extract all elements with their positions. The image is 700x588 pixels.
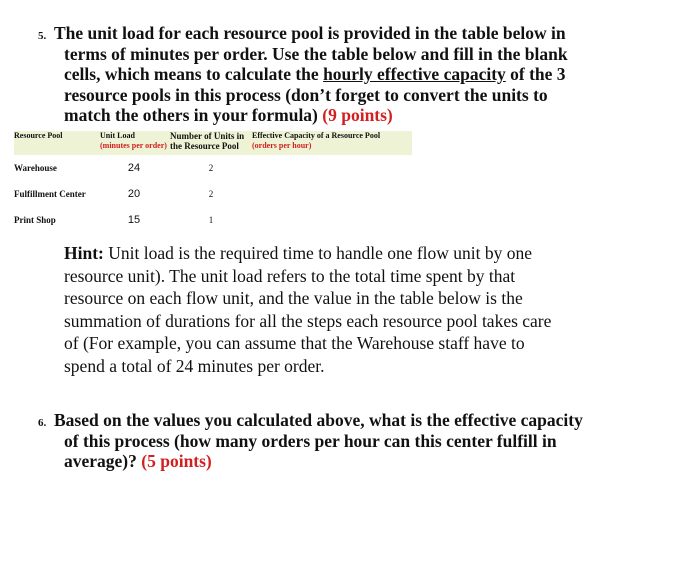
question-5-line-2: terms of minutes per order. Use the table below and fill in the blank [64, 43, 568, 64]
header-effective-capacity [252, 131, 412, 155]
question-5-line-3 [54, 64, 658, 85]
header-unit-load-line-2: (minutes per order) [100, 141, 167, 150]
cell-effective-capacity[interactable] [252, 155, 412, 181]
cell-units: 1 [208, 215, 214, 225]
cell-effective-capacity[interactable] [252, 207, 412, 233]
hint-paragraph [64, 242, 664, 377]
question-5-points: (9 points) [322, 105, 393, 125]
question-5 [38, 23, 658, 126]
table-row [14, 155, 412, 181]
question-6-text [38, 410, 658, 472]
header-eff-line-1: Effective Capacity of a Resource Pool [252, 131, 381, 140]
question-6-line-2: of this process (how many orders per hour can this center fulfill in [64, 430, 557, 451]
question-5-line-1: The unit load for each resource pool is provided in the table below in [54, 23, 566, 43]
hint-line-1 [64, 243, 532, 263]
question-6-points: (5 points) [141, 451, 212, 471]
table-row [14, 181, 412, 207]
header-units-line-1: Number of Units in [170, 131, 245, 141]
hint-line-1-text: Unit load is the required time to handle one flow unit by one [103, 243, 533, 263]
question-5-line-5-text: match the others in your formula) [64, 105, 323, 125]
cell-pool: Fulfillment Center [14, 189, 86, 199]
question-6-number: 6. [38, 417, 47, 429]
header-unit-load-line-1: Unit Load [100, 131, 135, 140]
hint-line-6: spend a total of 24 minutes per order. [64, 355, 325, 376]
question-6-line-3 [54, 451, 658, 472]
header-units-line-2: the Resource Pool [170, 141, 239, 151]
cell-effective-capacity[interactable] [252, 181, 412, 207]
cell-unit-load: 20 [127, 188, 141, 200]
unit-load-table [14, 131, 412, 233]
table-row [14, 207, 412, 233]
question-5-number: 5. [38, 30, 47, 42]
table-header-row [14, 131, 412, 155]
question-5-line-5 [54, 105, 658, 126]
question-6-line-1: Based on the values you calculated above, what is the effective capacity [54, 410, 583, 430]
hint-line-2: resource unit). The unit load refers to the total time spent by that [64, 265, 516, 286]
cell-unit-load: 24 [127, 162, 141, 174]
question-5-line-3-a: cells, which means to calculate the [64, 64, 324, 84]
question-5-text [38, 23, 658, 126]
hourly-effective-capacity-term: hourly effective capacity [323, 64, 506, 84]
header-number-of-units [170, 131, 252, 155]
hint-label: Hint: [64, 243, 104, 263]
question-6-line-3-text: average)? [64, 451, 142, 471]
question-6 [38, 410, 658, 472]
cell-pool: Warehouse [14, 163, 57, 173]
cell-unit-load: 15 [127, 214, 141, 226]
cell-units: 2 [208, 189, 214, 199]
header-unit-load [98, 131, 170, 155]
header-eff-line-2: (orders per hour) [252, 141, 312, 150]
cell-units: 2 [208, 163, 214, 173]
cell-pool: Print Shop [14, 215, 56, 225]
hint-line-3: resource on each flow unit, and the value in the table below is the [64, 288, 523, 308]
hint-line-5: of (For example, you can assume that the Warehouse staff have to [64, 333, 525, 353]
hint-line-4: summation of durations for all the steps each resource pool takes care [64, 310, 552, 331]
header-resource-pool: Resource Pool [14, 131, 63, 140]
question-5-line-4: resource pools in this process (don’t forget to convert the units to [64, 84, 548, 105]
question-5-line-3-b: of the 3 [505, 64, 566, 84]
